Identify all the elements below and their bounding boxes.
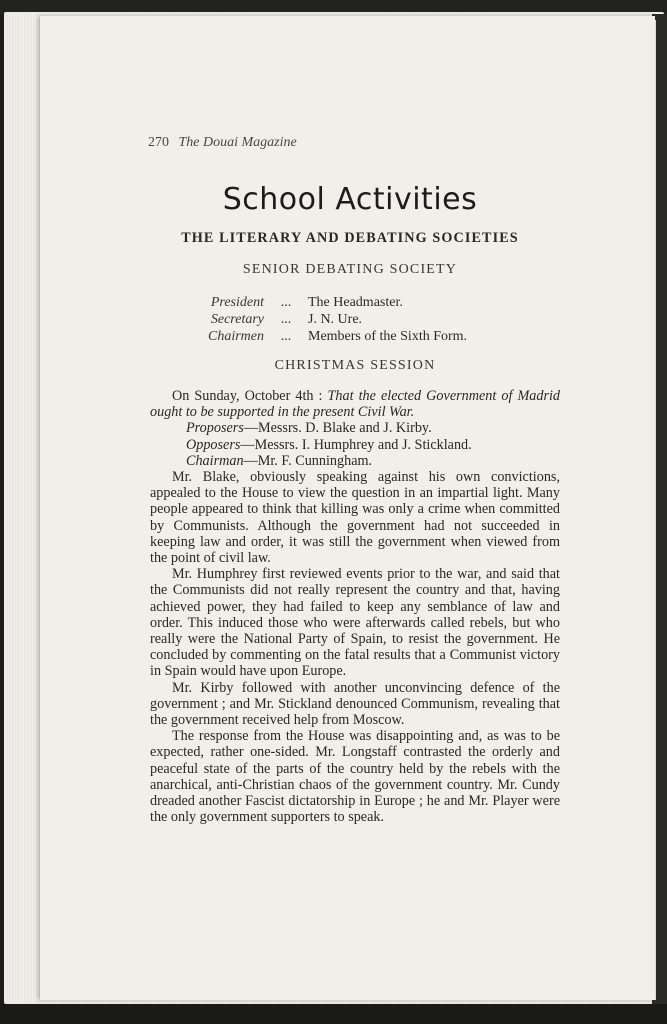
article-body [150, 388, 560, 825]
officers-list [196, 294, 467, 345]
chairman-label: Chairman [186, 452, 244, 469]
body-paragraph: Mr. Kirby followed with another unconvincing defence of the government ; and Mr. Stickland denounced Communism, revealing that the government received help from Moscow. [150, 679, 560, 729]
officer-holder: J. N. Ure. [308, 312, 363, 327]
officer-role: Secretary [210, 312, 264, 327]
section-subtitle: THE LITERARY AND DEBATING SOCIETIES [181, 230, 519, 246]
opposers-label: Opposers [186, 436, 241, 453]
officer-holder: Members of the Sixth Form. [308, 329, 468, 344]
debate-motion-paragraph [150, 388, 560, 420]
officer-separator: ... [280, 312, 292, 327]
page-number: 270 [148, 135, 169, 150]
book-cover-bottom [0, 1004, 667, 1024]
officer-separator: ... [280, 329, 292, 344]
officer-role: President [210, 295, 264, 310]
officer-row [196, 311, 467, 328]
running-head [148, 135, 297, 151]
body-paragraph: Mr. Blake, obviously speaking against his own convictions, appealed to the House to view the question in an impartial light. Many people appeared to think that killing was only a crime when committed by Communists. Although the government had not succeeded in keeping law and order, it was still the government when viewed from the point of civil law. [150, 469, 560, 567]
proposers-label: Proposers [186, 420, 244, 437]
session-heading: CHRISTMAS SESSION [274, 358, 436, 373]
officer-holder: The Headmaster. [308, 295, 403, 310]
chairman-name: —Mr. F. Cunningham. [243, 452, 373, 469]
proposers-names: —Messrs. D. Blake and J. Kirby. [243, 420, 432, 437]
body-paragraph: Mr. Humphrey first reviewed events prior to the war, and said that the Communists did not really represent the country and that, having achieved power, they had failed to keep any semblance of law and order. This induced those who were afterwards called rebels, but who really were the National Party of Spain, to resist the government. He concluded by commenting on the fatal results that a Communist victory in Spain would have upon Europe. [150, 566, 560, 680]
officer-role: Chairmen [208, 329, 264, 344]
page-title: School Activities [222, 182, 478, 217]
opposers-line [150, 437, 560, 453]
officer-row [196, 294, 467, 311]
officer-separator: ... [280, 295, 292, 310]
opposers-names: —Messrs. I. Humphrey and J. Stickland. [240, 436, 472, 453]
magazine-title: The Douai Magazine [178, 135, 297, 150]
debate-motion: That the elected Government of Madrid ought to be supported in the present Civil War. [150, 388, 561, 421]
debate-date: On Sunday, October 4th : [172, 388, 323, 404]
society-heading: SENIOR DEBATING SOCIETY [242, 262, 458, 277]
officer-row [196, 328, 467, 345]
body-paragraph: The response from the House was disappointing and, as was to be expected, rather one-sided. Mr. Longstaff contrasted the orderly and peaceful state of the parts of the country held by the rebels with the anarchical, anti-Christian chaos of the government country. Mr. Cundy dreaded another Fascist dictatorship in Europe ; he and Mr. Player were the only government supporters to speak. [150, 728, 560, 826]
proposers-line [150, 420, 560, 436]
chairman-line [150, 453, 560, 469]
